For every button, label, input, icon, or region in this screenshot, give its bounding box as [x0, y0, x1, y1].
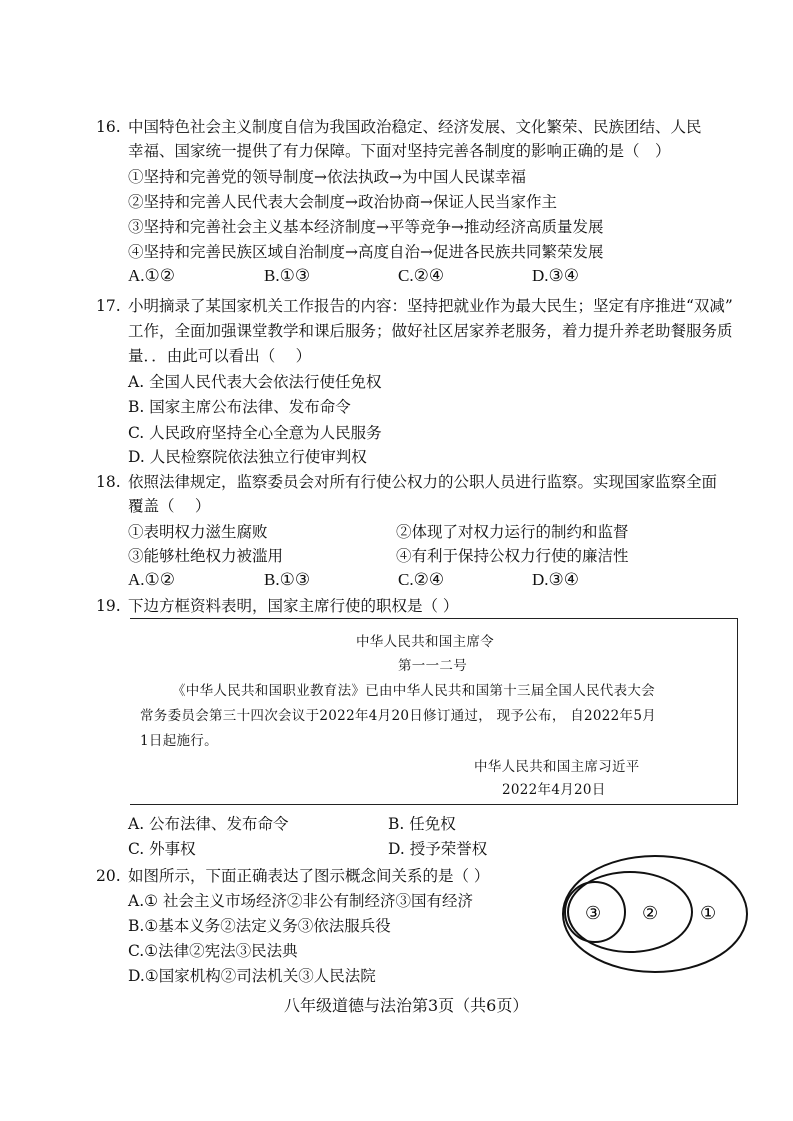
- q18-option-b[interactable]: B.①③: [264, 570, 311, 589]
- q16-number: 16.: [96, 118, 121, 136]
- q17-option-d[interactable]: D. 人民检察院依法独立行使审判权: [128, 448, 367, 466]
- q19-option-b[interactable]: B. 任免权: [388, 815, 456, 833]
- q17-number: 17.: [96, 297, 121, 315]
- q17-option-b[interactable]: B. 国家主席公布法律、发布命令: [128, 398, 351, 416]
- decree-signature: 中华人民共和国主席习近平: [474, 759, 640, 775]
- decree-date: 2022年4月20日: [502, 782, 606, 798]
- q16-stem-line1: 中国特色社会主义制度自信为我国政治稳定、经济发展、文化繁荣、民族团结、人民: [128, 118, 702, 136]
- q18-option-a[interactable]: A.①②: [128, 570, 176, 589]
- decree-body-line3: 1日起施行。: [140, 733, 218, 749]
- q18-item-4: ④有利于保持公权力行使的廉洁性: [396, 547, 629, 565]
- q17-option-a[interactable]: A. 全国人民代表大会依法行使任免权: [128, 373, 382, 391]
- q18-item-2: ②体现了对权力运行的制约和监督: [396, 523, 629, 541]
- q18-stem-line2: 覆盖（ ）: [128, 497, 211, 515]
- q20-number: 20.: [96, 867, 121, 885]
- decree-box-top-rule: [130, 618, 738, 619]
- q16-item-3: ③坚持和完善社会主义基本经济制度→平等竞争→推动经济高质量发展: [128, 218, 604, 236]
- diagram-label-1: ①: [700, 903, 717, 924]
- q16-stem-line2: 幸福、国家统一提供了有力保障。下面对坚持完善各制度的影响正确的是（ ）: [128, 142, 671, 160]
- q16-item-4: ④坚持和完善民族区域自治制度→高度自治→促进各民族共同繁荣发展: [128, 243, 604, 261]
- q18-item-1: ①表明权力滋生腐败: [128, 523, 268, 541]
- q17-stem-line2: 工作，全面加强课堂教学和课后服务；做好社区居家养老服务，着力提升养老助餐服务质: [128, 322, 733, 340]
- q19-option-a[interactable]: A. 公布法律、发布命令: [128, 815, 289, 833]
- q20-option-d[interactable]: D.①国家机构②司法机关③人民法院: [128, 967, 376, 985]
- q16-option-c[interactable]: C.②④: [398, 266, 445, 285]
- q18-option-d[interactable]: D.③④: [532, 570, 580, 589]
- q19-stem: 下边方框资料表明，国家主席行使的职权是（ ）: [128, 597, 459, 615]
- decree-title: 中华人民共和国主席令: [356, 634, 494, 650]
- q16-item-1: ①坚持和完善党的领导制度→依法执政→为中国人民谋幸福: [128, 168, 526, 186]
- q20-option-a[interactable]: A.① 社会主义市场经济②非公有制经济③国有经济: [128, 892, 473, 910]
- q20-stem: 如图所示，下面正确表达了图示概念间关系的是（ ）: [128, 867, 490, 885]
- q16-option-d[interactable]: D.③④: [532, 266, 580, 285]
- decree-number: 第一一二号: [398, 658, 467, 674]
- q17-stem-line3: 量．．由此可以看出（ ）: [128, 347, 312, 365]
- q16-item-2: ②坚持和完善人民代表大会制度→政治协商→保证人民当家作主: [128, 193, 557, 211]
- q18-number: 18.: [96, 473, 121, 491]
- q20-option-c[interactable]: C.①法律②宪法③民法典: [128, 942, 298, 960]
- q19-number: 19.: [96, 597, 121, 615]
- diagram-label-3: ③: [585, 903, 602, 924]
- page-footer: 八年级道德与法治第3页（共6页）: [284, 996, 529, 1015]
- q20-option-b[interactable]: B.①基本义务②法定义务③依法服兵役: [128, 917, 391, 935]
- diagram-label-2: ②: [642, 903, 659, 924]
- q17-option-c[interactable]: C. 人民政府坚持全心全意为人民服务: [128, 424, 382, 442]
- q19-option-d[interactable]: D. 授予荣誉权: [388, 840, 488, 858]
- q18-stem-line1: 依照法律规定，监察委员会对所有行使公权力的公职人员进行监察。实现国家监察全面: [128, 473, 718, 491]
- decree-body-line2: 常务委员会第三十四次会议于2022年4月20日修订通过， 现予公布， 自2022年5月: [140, 708, 657, 724]
- q18-option-c[interactable]: C.②④: [398, 570, 445, 589]
- decree-body-line1: 《中华人民共和国职业教育法》已由中华人民共和国第十三届全国人民代表大会: [172, 683, 655, 699]
- nested-sets-diagram: [560, 852, 750, 982]
- decree-box-right-rule: [737, 618, 738, 804]
- q16-option-b[interactable]: B.①③: [264, 266, 311, 285]
- q19-option-c[interactable]: C. 外事权: [128, 840, 196, 858]
- q16-option-a[interactable]: A.①②: [128, 266, 176, 285]
- decree-box-bottom-rule: [130, 804, 738, 805]
- q17-stem-line1: 小明摘录了某国家机关工作报告的内容：坚持把就业作为最大民生；坚定有序推进“双减”: [128, 297, 733, 315]
- q18-item-3: ③能够杜绝权力被滥用: [128, 547, 284, 565]
